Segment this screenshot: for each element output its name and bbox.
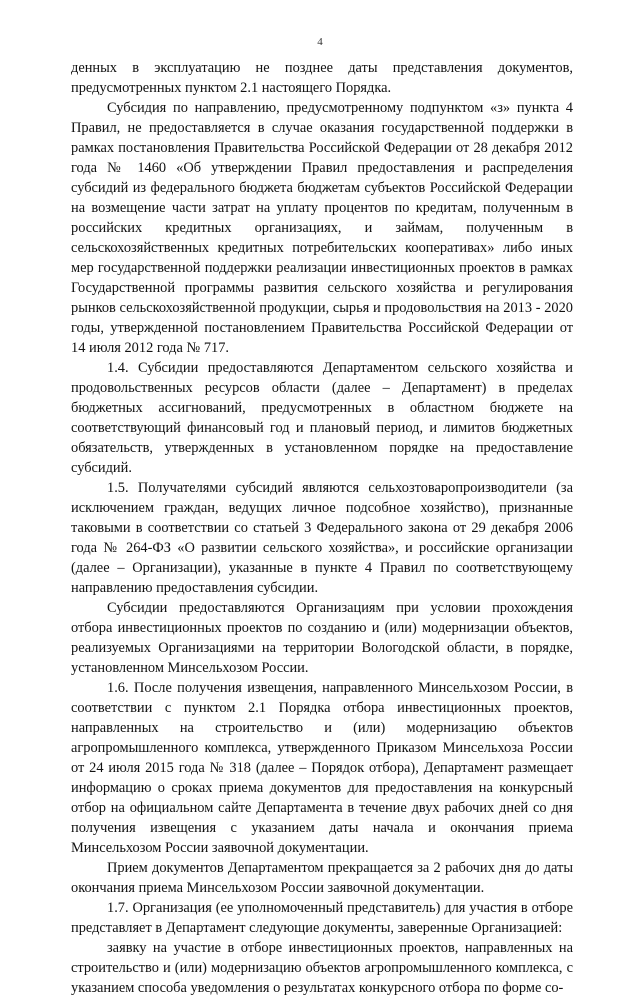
paragraph-1-5: 1.5. Получателями субсидий являются сельхозтоваропроизводители (за исключением граждан, ведущих личное подсобное хозяйство), признанные таковыми в соответствии со статьей 3 Федерального закона от 29 декабря 2006 года № 264-ФЗ «О развитии сельского хозяйства», и российские организации (далее – Организации), указанные в пункте 4 Правил по соответствующему направлению предоставления субсидии. xyxy=(71,480,573,596)
document-body xyxy=(71,58,573,998)
paragraph-selection-condition: Субсидии предоставляются Организациям при условии прохождения отбора инвестиционных проектов по созданию и (или) модернизации объектов, реализуемых Организациями на территории Вологодской области, в порядке, установленном Минсельхозом России. xyxy=(71,600,573,676)
paragraph-document-acceptance: Прием документов Департаментом прекращается за 2 рабочих дня до даты окончания приема Минсельхозом России заявочной документации. xyxy=(71,860,573,896)
page-number: 4 xyxy=(317,36,323,48)
paragraph-1-4: 1.4. Субсидии предоставляются Департаментом сельского хозяйства и продовольственных ресурсов области (далее – Департамент) в пределах бюджетных ассигнований, предусмотренных в областном бюджете на соответствующий финансовый год и плановый период, и лимитов бюджетных обязательств, утвержденных в установленном порядке на предоставление субсидий. xyxy=(71,360,573,476)
paragraph-application: заявку на участие в отборе инвестиционных проектов, направленных на строительство и (или) модернизацию объектов агропромышленного комплекса, с указанием способа уведомления о результатах конкурсного отбора по форме со- xyxy=(71,940,573,996)
paragraph-1-7: 1.7. Организация (ее уполномоченный представитель) для участия в отборе представляет в Департамент следующие документы, заверенные Организацией: xyxy=(71,900,573,936)
paragraph-continuation: денных в эксплуатацию не позднее даты представления документов, предусмотренных пунктом 2.1 настоящего Порядка. xyxy=(71,60,573,96)
paragraph-subsidy-exclusion: Субсидия по направлению, предусмотренному подпунктом «з» пункта 4 Правил, не предоставляется в случае оказания государственной поддержки в рамках постановления Правительства Российской Федерации от 28 декабря 2012 года № 1460 «Об утверждении Правил предоставления и распределения субсидий из федерального бюджета бюджетам субъектов Российской Федерации на возмещение части затрат на уплату процентов по кредитам, полученным в российских кредитных организациях, и займам, полученным в сельскохозяйственных кредитных потребительских кооперативах» либо иных мер государственной поддержки реализации инвестиционных проектов в рамках Государственной программы развития сельского хозяйства и регулирования рынков сельскохозяйственной продукции, сырья и продовольствия на 2013 - 2020 годы, утвержденной постановлением Правительства Российской Федерации от 14 июля 2012 года № 717. xyxy=(71,100,573,356)
paragraph-1-6: 1.6. После получения извещения, направленного Минсельхозом России, в соответствии с пунктом 2.1 Порядка отбора инвестиционных проектов, направленных на строительство и (или) модернизацию объектов агропромышленного комплекса, утвержденного Приказом Минсельхоза России от 24 июля 2015 года № 318 (далее – Порядок отбора), Департамент размещает информацию о сроках приема документов для предоставления на конкурсный отбор на официальном сайте Департамента в течение двух рабочих дней со дня получения извещения с указанием даты начала и окончания приема Минсельхозом России заявочной документации. xyxy=(71,680,573,856)
